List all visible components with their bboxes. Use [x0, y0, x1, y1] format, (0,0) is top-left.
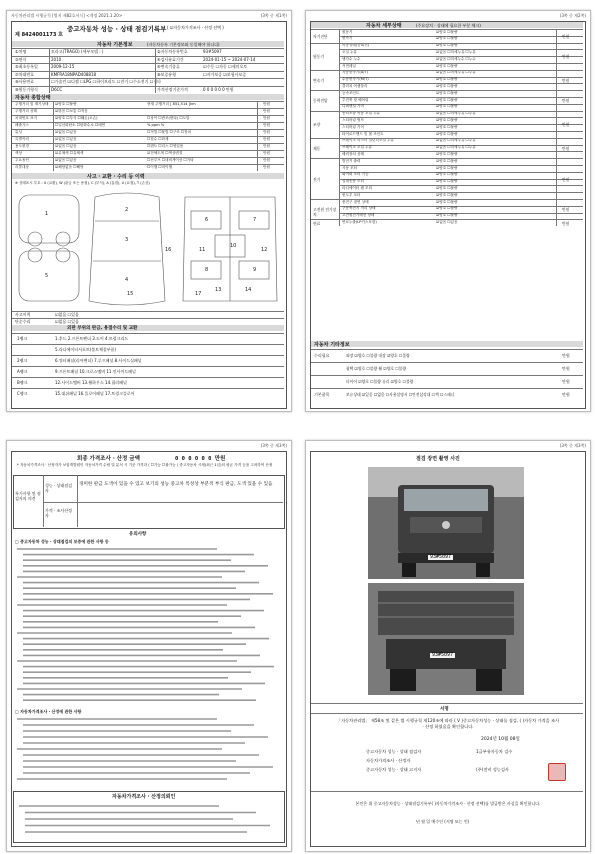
row-divider — [311, 362, 583, 363]
accident-label: 단순수리 — [15, 319, 31, 324]
detail-item: 실내송풍 모터 — [342, 179, 364, 184]
notice-1-heading: □ 중고자동차 성능 · 상태점검의 보증에 관한 사항 등 — [15, 539, 109, 544]
diagram-part-label: 6 — [205, 217, 209, 223]
notice-2-body — [17, 716, 279, 786]
col-divider — [339, 29, 340, 226]
detail-state: ☑양호 ☐불량 — [436, 206, 458, 211]
other-price: 만원 — [562, 366, 570, 371]
detail-item: 변속기 — [342, 36, 353, 41]
summary-title: 자동차 종합상태 — [15, 95, 51, 101]
group-name: 전기 — [313, 176, 321, 182]
diagram-part-label: 9 — [253, 267, 257, 273]
detail-item: 클러치 어셈블리 — [342, 83, 368, 88]
detail-state: ☑양호 ☐불량 — [436, 43, 458, 48]
summary-detail: % ppm % — [147, 123, 165, 127]
detail-state: ☑양호 ☐불량 — [436, 124, 458, 129]
detail-item: 작동상태(공회전) — [342, 43, 370, 48]
summary-detail: ☐선루프 ☐네비게이션 ☐기타 — [147, 158, 194, 162]
signer-role: 중고자동차 성능 · 상태 고지자 — [366, 767, 422, 772]
detail-item: 브레이크 오일 누유 — [342, 145, 373, 150]
detail-item: 스티어링 기어 — [342, 124, 364, 129]
field-value-2: 2024-01-15 ~ 2024-07-14 — [203, 56, 256, 62]
summary-detail: ☐침수 ☐화재 — [147, 137, 169, 141]
col-divider — [43, 475, 44, 527]
row-divider — [311, 375, 583, 376]
frame-title: 외판 부위의 판금, 용접수리 및 교환 — [67, 326, 138, 331]
field-value: 트라고(TRAGO) (세부모델 : ) — [51, 49, 104, 54]
col-divider — [53, 101, 54, 171]
group-price: 만원 — [562, 78, 570, 83]
detail-state: ☑양호 ☐불량 — [436, 29, 458, 34]
accident-title: 사고 · 교환 · 수리 등 이력 — [87, 174, 145, 180]
row-divider — [340, 83, 583, 84]
summary-price: 만원 — [263, 130, 270, 134]
detail-section-note: (주요장치 · 상태에 필요한 부분 체크) — [416, 23, 481, 28]
group-price: 만원 — [562, 146, 570, 151]
field-label: ⑨사용연료 — [15, 79, 35, 84]
detail-state: ☑양호 ☐불량 — [436, 158, 458, 163]
row-divider — [340, 63, 583, 64]
price-subtitle: * 자동차가격조사 · 산정자가 보험개발원이 자동차가격 수립 및 분석 시 기준 가격과 ( ☐가능 ☐불가능 ) 중고자동차 시세(최근 1년)의 평균 가격 등을 고려하여 산정 — [17, 463, 273, 467]
diagram-part-label: 13 — [215, 287, 222, 293]
detail-item: 라디에이터 팬 모터 — [342, 185, 373, 190]
diagram-part-label: 8 — [205, 267, 209, 273]
price-title: 회종 가격조사 · 산정 금액 — [77, 456, 140, 462]
summary-detail: ☐렌트 ☐리스 ☐영업용 — [147, 144, 184, 148]
detail-state: ☑없음 ☐미세누유 ☐누유 — [436, 49, 476, 54]
other-label: 수리필요 — [314, 353, 330, 358]
frame-rank: C랭크 — [17, 391, 28, 396]
field-label-2: ②자동차등록번호 — [157, 49, 188, 54]
basic-info-note: (자동차등록 기본정보와 동일해야 합니다) — [147, 42, 220, 47]
other-price: 만원 — [562, 353, 570, 358]
basic-info-title: 자동차 기본정보 — [97, 42, 133, 48]
truck-front-photo — [368, 467, 524, 579]
diagram-part-label: 1 — [45, 211, 49, 217]
detail-item: 냉각수 누수 — [342, 56, 361, 61]
frame-items: 1.후드 2.프론트펜더 3.도어 4.트렁크리드 — [55, 336, 129, 341]
summary-item: 주행거리 및 계기상태 — [15, 102, 49, 106]
summary-state: ☑없음 ☐있음 — [55, 144, 77, 148]
summary-state: ☑없음 ☐있음 — [55, 137, 77, 141]
field-value-2: ☐자가보증 ☑보험사보증 — [203, 71, 247, 77]
group-price: 만원 — [562, 33, 570, 39]
other-items: 광택 ☑양호 ☐불량 휠 ☑양호 ☐불량 — [346, 366, 406, 371]
summary-state: ☑없음 ☐있음 — [55, 158, 77, 162]
detail-state: ☑없음 ☐미세누수 ☐누수 — [436, 56, 476, 61]
detail-state: ☑양호 ☐불량 — [436, 131, 458, 136]
detail-item: 브레이크 마스터 실린더오일 누유 — [342, 138, 395, 143]
field-label-2: ⑥변속기종류 — [157, 64, 180, 69]
group-price: 만원 — [562, 220, 570, 226]
group-price: 만원 — [562, 98, 570, 104]
accident-value: ☑없음 ☐있음 — [55, 312, 79, 317]
detail-state: ☑양호 ☐불량 — [436, 192, 458, 197]
summary-price: 만원 — [263, 116, 270, 120]
detail-item: 수동변속기(M/T) — [342, 77, 369, 82]
detail-state: ☑양호 ☐불량 — [436, 172, 458, 177]
row-divider — [340, 117, 583, 118]
detail-item: 스티어링 펌프 — [342, 117, 364, 122]
page-3-price-assessment — [6, 440, 292, 852]
summary-price: 만원 — [263, 144, 270, 148]
detail-state: ☑양호 ☐불량 — [436, 36, 458, 41]
title-checks: ( ☑자동차가격조사 · 산정 선택 ) — [167, 25, 224, 30]
group-name: 조향 — [313, 122, 321, 128]
sign-title: 서명 — [440, 707, 449, 712]
field-value-2: 0 0 0 0 0 0 만원 — [203, 86, 234, 92]
document-number: 제 8424001173 호 — [15, 32, 63, 38]
detail-item: 발전기 출력 — [342, 158, 361, 163]
page-number: (3쪽 중 제2쪽) — [559, 13, 586, 18]
col-divider — [257, 101, 258, 171]
col-divider — [556, 29, 557, 226]
frame-items: 9.프론트패널 10.크로스멤버 11.인사이드패널 — [55, 369, 136, 374]
summary-state: ☑없음 ☐있음 — [55, 130, 77, 134]
other-price: 만원 — [562, 392, 570, 397]
company-seal — [548, 763, 566, 781]
row-divider — [12, 344, 284, 345]
frame-rank: 1랭크 — [17, 336, 28, 341]
row-divider — [340, 104, 583, 105]
detail-state: ☑양호 ☐불량 — [436, 83, 458, 88]
field-label-2: ⑧보증유형 — [157, 71, 177, 77]
summary-price: 만원 — [263, 137, 270, 141]
group-divider — [311, 111, 583, 112]
frame-items: 5.라디에이터서포트(볼트체결부품) — [55, 347, 117, 352]
summary-state: ☑많음 ☐보통 ☐적음 — [55, 109, 88, 113]
summary-detail: ☐상이 ☐변조(변타) ☐도말 — [147, 116, 190, 120]
group-price: 만원 — [562, 122, 570, 128]
field-label: ①차명 — [15, 49, 27, 54]
field-label-2: ④검사유효기간 — [157, 56, 184, 62]
notice-2-heading: □ 자동차가격조사 · 산정에 관한 사항 — [15, 709, 82, 714]
summary-item: 주요옵션 — [15, 158, 29, 162]
field-value-2: ☑수동 ☐자동 ☐세미오토 — [203, 64, 248, 69]
page-number: (3쪽 중 제3쪽) — [260, 443, 287, 448]
detail-item: 시동 모터 — [342, 165, 358, 170]
detail-state: ☑없음 ☐미세누유 ☐누유 — [436, 145, 476, 150]
frame-rank: A랭크 — [17, 369, 28, 374]
field-value: D6CC — [51, 86, 63, 92]
summary-detail: 현재 주행거리 [ 851,514 ]km — [147, 102, 196, 106]
accident-label: 사고이력 — [15, 312, 31, 317]
summary-state: ☑무채색 ☐유채색 — [55, 151, 84, 155]
detail-state: ☑양호 ☐불량 — [436, 104, 458, 109]
diagram-part-label: 12 — [261, 247, 268, 253]
form-header: 자동차관리법 시행규칙 [별지 제82호서식] <개정 2021.1.20> — [11, 13, 123, 18]
frame-rank: 2랭크 — [17, 358, 28, 363]
detail-state: ☑없음 ☐있음 — [436, 219, 458, 224]
signer-name: 1급부유자동차 검수 — [476, 749, 513, 754]
signer-role: 중고자동차 성능 · 상태 점검자 — [366, 749, 422, 754]
signer-role: 자동차가격조사 · 산정자 — [366, 758, 411, 763]
group-name: 원동기 — [313, 54, 325, 60]
detail-state: ☑없음 ☐미세누유 ☐누유 — [436, 70, 476, 75]
summary-detail: ☑전체도색 ☐색상변경 — [147, 151, 183, 155]
field-value: KMFRA18NPAD408818 — [51, 71, 97, 77]
summary-item: 리콜대상 — [15, 165, 29, 169]
group-divider — [311, 70, 583, 71]
confirmation-statement: 「자동차관리법」 제58조 및 같은 법 시행규칙 제120조에 따라 ( V )중고자동차성능 · 상태를 점검, ( )자동차 가격을 조사 · 산정 하였음을 확인합니다. — [336, 718, 560, 729]
group-price: 만원 — [562, 207, 570, 213]
vehicle-diagram — [15, 191, 283, 309]
buyer-sign-line: 년 월 일 매수인 (서명 또는 인) — [416, 819, 470, 824]
field-value: 2009-12-15 — [51, 64, 75, 69]
group-name: 자기진단 — [313, 33, 328, 39]
group-divider — [311, 219, 583, 220]
special-row-label: 가격 · 조사산정자 — [45, 508, 72, 518]
row-divider — [12, 333, 284, 334]
group-divider — [311, 29, 583, 30]
frame-items: 12.사이드멤버 13.휠하우스 14.필러패널 — [55, 380, 127, 385]
detail-item: 타이로드엔드 및 볼 조인트 — [342, 131, 384, 136]
detail-item: 자동변속기(A/T) — [342, 70, 369, 75]
other-items: 외장 ☑양호 ☐불량 내장 ☑양호 ☐불량 — [346, 353, 410, 358]
frame-items: 6.쿼터패널(리어펜더) 7.루프패널 8.사이드실패널 — [55, 358, 142, 363]
summary-price: 만원 — [263, 165, 270, 169]
detail-state: ☑양호 ☐불량 — [436, 185, 458, 190]
detail-state: ☑양호 ☐불량 — [436, 179, 458, 184]
detail-item: 구동축전지 격리 상태 — [342, 206, 376, 211]
group-price: 만원 — [562, 176, 570, 182]
client-title: 자동차가격조사 · 산정의뢰인 — [112, 794, 176, 800]
frame-rank: B랭크 — [17, 380, 28, 385]
summary-detail: ☐적법 ☐불법 ☐구조 ☐장치 — [147, 130, 192, 134]
detail-state: ☑양호 ☐불량 — [436, 77, 458, 82]
field-value: 2010 — [51, 56, 62, 62]
field-value: ☐가솔린 ☑디젤 ☐LPG ☐하이브리드 ☐전기 ☐수소전기 ☐기타 — [51, 79, 162, 84]
diagram-part-label: 14 — [245, 287, 252, 293]
diagram-part-label: 4 — [125, 277, 129, 283]
client-body — [19, 803, 277, 837]
field-value-2: 93#5097 — [203, 49, 222, 54]
summary-item: 차대번호 표기 — [15, 116, 37, 120]
truck-rear-photo — [368, 583, 524, 695]
row-divider — [12, 366, 284, 367]
detail-item: 충전구 절연 상태 — [342, 199, 369, 204]
field-label: ⑩원동기형식 — [15, 86, 38, 92]
detail-state: ☑양호 ☐불량 — [436, 90, 458, 95]
other-price: 만원 — [562, 379, 570, 384]
detail-state: ☑양호 ☐불량 — [436, 151, 458, 156]
other-info-title: 자동차 기타정보 — [314, 342, 350, 348]
special-label: 특기사항 및 점검자의 의견 — [15, 491, 41, 501]
group-divider — [311, 43, 583, 44]
row-divider — [340, 165, 583, 166]
detail-state: ☑양호 ☐불량 — [436, 63, 458, 68]
accident-value: ☑없음 ☐있음 — [55, 319, 79, 324]
frame-header-bg — [12, 325, 284, 331]
diagram-part-label: 17 — [195, 291, 202, 297]
detail-item: 추진축 및 베어링 — [342, 97, 369, 102]
accident-note: ※ 상태표시 부호 : X (교환), W (판금 또는 용접), C (부식), A (흠집), U (요철), T (손상) — [15, 181, 150, 185]
detail-item: 등속조인트 — [342, 90, 360, 95]
front-plate: 93#5097 — [430, 554, 452, 560]
summary-item: 용도변경 — [15, 144, 29, 148]
diagram-part-label: 10 — [230, 243, 237, 249]
group-name: 고전원 전기장치 — [313, 207, 337, 218]
diagram-part-label: 3 — [125, 237, 129, 243]
detail-item: 고전원전기배선 상태 — [342, 213, 375, 218]
detail-item: 원동기 — [342, 29, 353, 34]
detail-item: 오일 누유 — [342, 49, 358, 54]
special-row-label: 성능 · 상태점검자 — [45, 483, 72, 493]
detail-item: 윈도우 모터 — [342, 192, 361, 197]
group-name: 연료 — [313, 220, 321, 226]
summary-price: 만원 — [263, 123, 270, 127]
other-label: 기본품목 — [314, 392, 330, 397]
diagram-part-label: 5 — [45, 273, 49, 279]
detail-item: 와이퍼 모터 기능 — [342, 172, 369, 177]
row-divider — [311, 349, 583, 350]
summary-price: 만원 — [263, 109, 270, 113]
special-row-text: 경미한 판금 도색이 있을 수 있고 보기의 성능 중고차 특성상 부분적 부식 판금, 도색 있을 수 있음 — [79, 482, 273, 487]
row-divider — [12, 311, 284, 312]
summary-item: 색상 — [15, 151, 22, 155]
col-divider — [155, 48, 156, 93]
other-items: 타이어 ☑양호 ☐불량 유리 ☑양호 ☐불량 — [346, 379, 414, 384]
row-divider — [340, 151, 583, 152]
photo-title: 점검 장면 촬영 사진 — [416, 456, 460, 462]
page-2-detail-status — [305, 10, 591, 412]
row-divider — [340, 97, 583, 98]
detail-item: 디퍼렌셜 기어 — [342, 104, 364, 109]
field-label: ③연식 — [15, 56, 27, 62]
detail-item: 커먼레일 — [342, 63, 356, 68]
row-divider — [12, 318, 284, 319]
detail-state: ☑양호 ☐불량 — [436, 97, 458, 102]
col-divider — [49, 48, 50, 93]
row-divider — [12, 377, 284, 378]
field-label-2: 가격산정기준가격 — [157, 86, 188, 92]
row-divider — [340, 213, 583, 214]
summary-price: 만원 — [263, 151, 270, 155]
summary-state: ☐일산화탄소 ☐탄화수소 ☐매연 — [55, 123, 106, 127]
group-divider — [311, 90, 583, 91]
page-number: (3쪽 중 제1쪽) — [260, 13, 287, 18]
diagram-part-label: 11 — [199, 247, 206, 253]
signer-name: (주)전비 성능검사 — [476, 767, 509, 772]
notice-1-body — [17, 546, 279, 706]
row-divider — [311, 388, 583, 389]
field-label: ⑦차대번호 — [15, 71, 35, 77]
summary-state: ☑양호 ☐부식 ☐훼손(오손) — [55, 116, 98, 120]
price-amount: 0 0 0 0 0 0 만원 — [175, 456, 226, 462]
group-divider — [311, 138, 583, 139]
group-name: 변속기 — [313, 78, 325, 83]
rear-plate: 93#5097 — [432, 652, 454, 658]
summary-price: 만원 — [263, 102, 270, 106]
row-divider — [12, 388, 284, 389]
detail-item: 동력조향 작동 오일 누유 — [342, 111, 381, 116]
row-divider — [340, 77, 583, 78]
diagram-part-label: 15 — [127, 291, 134, 297]
diagram-part-label: 2 — [125, 207, 129, 213]
page-title: 중고자동차 성능 · 상태 점검기록부 — [67, 25, 167, 33]
detail-state: ☑양호 ☐불량 — [436, 165, 458, 170]
page-4-photos-signature — [305, 440, 591, 852]
summary-item: 튜닝 — [15, 130, 22, 134]
row-divider — [43, 502, 283, 503]
row-divider — [12, 355, 284, 356]
group-divider — [311, 199, 583, 200]
sign-date: 2024년 10월 08일 — [481, 737, 520, 742]
detail-state: ☑없음 ☐미세누유 ☐누유 — [436, 111, 476, 116]
col-divider — [77, 475, 78, 527]
diagram-part-label: 16 — [165, 247, 172, 253]
detail-state: ☑없음 ☐미세누유 ☐누유 — [436, 138, 476, 143]
summary-item: 주행거리 상태 — [15, 109, 37, 113]
page-number: (3쪽 중 제3쪽) — [559, 443, 586, 448]
summary-item: 배출가스 — [15, 123, 29, 127]
page-1-inspection-record — [6, 10, 292, 412]
group-divider — [311, 158, 583, 159]
summary-state: ☑해당없음 ☐해당 — [55, 165, 84, 169]
diagram-part-label: 7 — [253, 217, 257, 223]
detail-state: ☑양호 ☐불량 — [436, 213, 458, 218]
row-divider — [340, 172, 583, 173]
group-name: 동력전달 — [313, 98, 328, 104]
summary-price: 만원 — [263, 158, 270, 162]
notice-title: 유의사항 — [129, 532, 147, 537]
group-price: 만원 — [562, 54, 570, 60]
row-divider — [340, 192, 583, 193]
field-label: ⑤최초등록일 — [15, 64, 38, 69]
summary-detail: ☐이행 ☐미이행 — [147, 165, 172, 169]
detail-item: 연료누출(LP가스포함) — [342, 219, 377, 224]
detail-state: ☑양호 ☐불량 — [436, 117, 458, 122]
summary-item: 특별이력 — [15, 137, 29, 141]
detail-section-title: 자동차 세부상태 — [366, 23, 402, 29]
detail-state: ☑양호 ☐불량 — [436, 199, 458, 204]
detail-item: 배력장치 상태 — [342, 151, 364, 156]
other-items: 보유상태 ☑있음 ☐없음 ☐사용설명서 ☐안전삼각대 ☐잭 ☐스패너 — [346, 392, 455, 397]
group-name: 제동 — [313, 146, 321, 151]
summary-state: ☑양호 ☐불량 — [55, 102, 77, 106]
row-divider — [340, 185, 583, 186]
frame-items: 15.대쉬패널 16.플로어패널 17.트렁크플로어 — [55, 391, 135, 396]
buyer-confirmation: 본인은 위 중고자동차성능 · 상태점검기록부( )자동차가격조사 · 산정 선택)를 발급받은 사실을 확인합니다. — [355, 801, 541, 806]
row-divider — [340, 206, 583, 207]
